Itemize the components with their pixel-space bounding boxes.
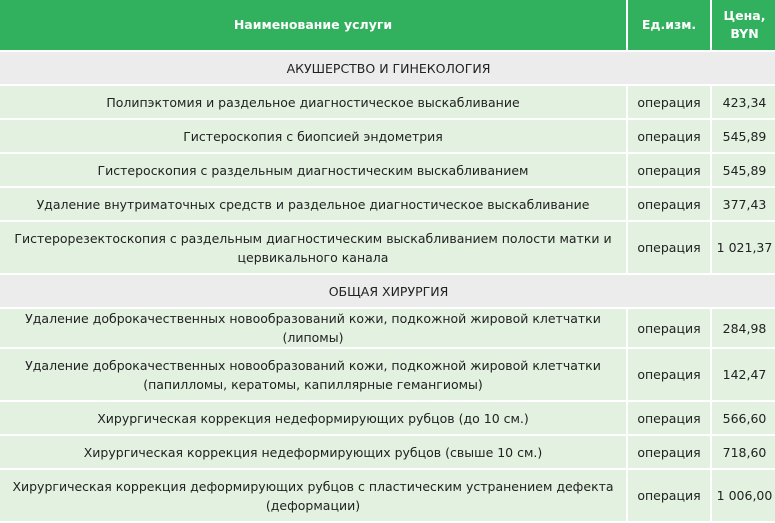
service-unit: операция bbox=[628, 188, 710, 220]
column-header-price-line1: Цена, bbox=[723, 8, 766, 23]
service-name: Удаление доброкачественных новообразований кожи, подкожной жировой клетчатки (липомы) bbox=[0, 309, 626, 347]
service-unit: операция bbox=[628, 154, 710, 186]
service-price: 142,47 bbox=[712, 349, 775, 400]
service-unit: операция bbox=[628, 222, 710, 273]
service-price: 1 006,00 bbox=[712, 470, 775, 521]
section-title: ОБЩАЯ ХИРУРГИЯ bbox=[0, 275, 775, 307]
column-header-service: Наименование услуги bbox=[0, 0, 626, 50]
service-unit: операция bbox=[628, 349, 710, 400]
service-name: Удаление доброкачественных новообразований кожи, подкожной жировой клетчатки (папилломы, кератомы, капиллярные гемангиомы) bbox=[0, 349, 626, 400]
service-name: Удаление внутриматочных средств и раздельное диагностическое выскабливание bbox=[0, 188, 626, 220]
service-unit: операция bbox=[628, 470, 710, 521]
service-name: Хирургическая коррекция деформирующих рубцов с пластическим устранением дефекта (деформации) bbox=[0, 470, 626, 521]
service-price: 545,89 bbox=[712, 154, 775, 186]
table-row bbox=[0, 188, 775, 220]
table-row bbox=[0, 436, 775, 468]
service-name: Гистерорезектоскопия с раздельным диагностическим выскабливанием полости матки и цервикального канала bbox=[0, 222, 626, 273]
service-price: 718,60 bbox=[712, 436, 775, 468]
table-row bbox=[0, 402, 775, 434]
table-row bbox=[0, 309, 775, 347]
service-unit: операция bbox=[628, 309, 710, 347]
table-header-row bbox=[0, 0, 775, 50]
section-row-general-surgery bbox=[0, 275, 775, 307]
service-name: Гистероскопия с биопсией эндометрия bbox=[0, 120, 626, 152]
service-price: 423,34 bbox=[712, 86, 775, 118]
service-unit: операция bbox=[628, 436, 710, 468]
service-price: 1 021,37 bbox=[712, 222, 775, 273]
table-row bbox=[0, 86, 775, 118]
section-row-obstetrics bbox=[0, 52, 775, 84]
service-name: Хирургическая коррекция недеформирующих рубцов (свыше 10 см.) bbox=[0, 436, 626, 468]
service-price: 284,98 bbox=[712, 309, 775, 347]
column-header-unit: Ед.изм. bbox=[628, 0, 710, 50]
column-header-price bbox=[712, 0, 775, 50]
service-price: 377,43 bbox=[712, 188, 775, 220]
service-name: Гистероскопия с раздельным диагностическим выскабливанием bbox=[0, 154, 626, 186]
section-title: АКУШЕРСТВО И ГИНЕКОЛОГИЯ bbox=[0, 52, 775, 84]
service-unit: операция bbox=[628, 120, 710, 152]
service-unit: операция bbox=[628, 86, 710, 118]
column-header-price-line2: BYN bbox=[730, 26, 759, 41]
table-row bbox=[0, 470, 775, 521]
table-row bbox=[0, 222, 775, 273]
table-row bbox=[0, 349, 775, 400]
service-name: Полипэктомия и раздельное диагностическое выскабливание bbox=[0, 86, 626, 118]
table-row bbox=[0, 154, 775, 186]
service-price: 566,60 bbox=[712, 402, 775, 434]
table-row bbox=[0, 120, 775, 152]
service-unit: операция bbox=[628, 402, 710, 434]
service-price: 545,89 bbox=[712, 120, 775, 152]
service-name: Хирургическая коррекция недеформирующих рубцов (до 10 см.) bbox=[0, 402, 626, 434]
